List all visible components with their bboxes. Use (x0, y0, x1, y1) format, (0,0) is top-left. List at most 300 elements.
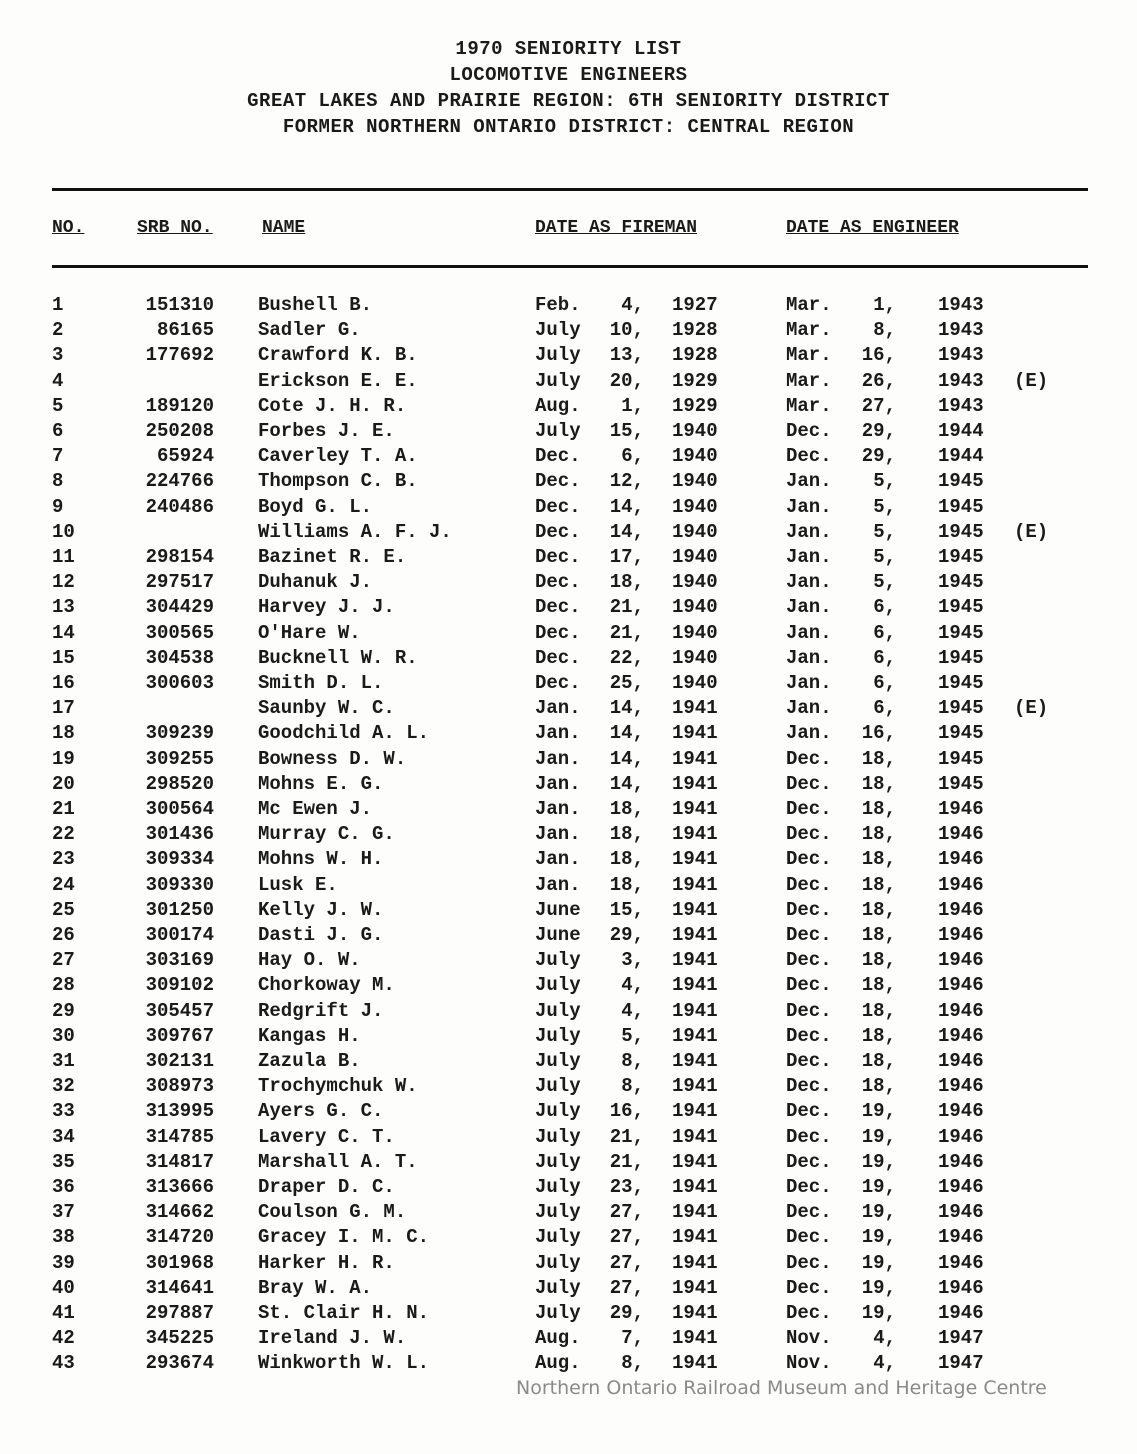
engineer-name: Lusk E. (258, 873, 338, 896)
srb-number: 314817 (145, 1150, 214, 1173)
table-row (0, 343, 1137, 368)
fireman-month: July (535, 1050, 581, 1072)
engineer-month: Dec. (786, 1276, 832, 1299)
fireman-day: 12, (609, 470, 644, 493)
engineer-name: Coulson G. M. (258, 1201, 407, 1224)
fireman-month: July (535, 1251, 581, 1274)
fireman-year: 1940 (672, 495, 718, 518)
fireman-year: 1941 (672, 999, 718, 1022)
col-header-engineer: DATE AS ENGINEER (786, 218, 959, 238)
engineer-month: Dec. (786, 1251, 832, 1274)
table-row (0, 318, 1137, 343)
engineer-year: 1945 (938, 672, 984, 694)
engineer-month: Dec. (786, 848, 832, 871)
table-row (0, 495, 1137, 520)
fireman-year: 1929 (672, 369, 718, 392)
srb-number: 309255 (145, 747, 214, 770)
seniority-number: 27 (52, 949, 75, 972)
fireman-day: 8, (621, 1075, 644, 1098)
table-row (0, 1150, 1137, 1175)
srb-number: 300603 (145, 672, 214, 694)
engineer-month: Dec. (786, 1075, 832, 1098)
seniority-number: 14 (52, 621, 75, 644)
fireman-month: Dec. (535, 495, 581, 518)
engineer-name: Redgrift J. (258, 999, 384, 1022)
fireman-month: July (535, 420, 581, 442)
seniority-number: 6 (52, 420, 64, 442)
srb-number: 250208 (145, 420, 214, 442)
engineer-year: 1945 (938, 571, 984, 594)
fireman-day: 18, (609, 798, 644, 820)
fireman-day: 27, (609, 1226, 644, 1249)
engineer-name: Caverley T. A. (258, 445, 418, 468)
engineer-day: 19, (861, 1150, 896, 1173)
fireman-month: Dec. (535, 470, 581, 493)
engineer-name: Mc Ewen J. (258, 798, 373, 820)
engineer-year: 1946 (938, 798, 984, 820)
fireman-month: July (535, 949, 581, 972)
seniority-number: 24 (52, 873, 75, 896)
doc-district: FORMER NORTHERN ONTARIO DISTRICT: CENTRAL REGION (282, 116, 855, 138)
fireman-year: 1941 (672, 974, 718, 997)
fireman-month: July (535, 1125, 581, 1148)
fireman-year: 1940 (672, 420, 718, 442)
seniority-number: 26 (52, 924, 75, 946)
table-row (0, 646, 1137, 671)
fireman-day: 21, (609, 1150, 644, 1173)
fireman-year: 1941 (672, 722, 718, 745)
engineer-year: 1946 (938, 898, 984, 921)
engineer-name: Dasti J. G. (258, 924, 384, 946)
engineer-month: Dec. (786, 999, 832, 1022)
fireman-month: July (535, 1024, 581, 1047)
fireman-year: 1941 (672, 697, 718, 720)
fireman-month: Jan. (535, 873, 581, 896)
srb-number: 309239 (145, 722, 214, 745)
table-row (0, 747, 1137, 772)
table-row (0, 948, 1137, 973)
seniority-number: 15 (52, 646, 75, 669)
fireman-month: July (535, 1176, 581, 1198)
engineer-day: 6, (873, 697, 896, 720)
seniority-number: 22 (52, 823, 75, 846)
seniority-number: 38 (52, 1226, 75, 1249)
engineer-year: 1946 (938, 873, 984, 896)
table-row (0, 847, 1137, 872)
fireman-day: 4, (621, 294, 644, 316)
fireman-day: 16, (609, 1100, 644, 1123)
engineer-name: Duhanuk J. (258, 571, 373, 594)
fireman-day: 5, (621, 1024, 644, 1047)
col-header-name: NAME (262, 218, 306, 238)
engineer-year: 1945 (938, 697, 984, 720)
fireman-year: 1940 (672, 520, 718, 543)
fireman-year: 1941 (672, 1176, 718, 1198)
engineer-day: 4, (873, 1352, 896, 1375)
table-row (0, 1301, 1137, 1326)
table-row (0, 1276, 1137, 1301)
fireman-year: 1940 (672, 571, 718, 594)
engineer-year: 1944 (938, 445, 984, 468)
srb-number: 293674 (145, 1352, 214, 1375)
engineer-day: 19, (861, 1251, 896, 1274)
engineer-name: Draper D. C. (258, 1176, 395, 1198)
fireman-year: 1941 (672, 1024, 718, 1047)
seniority-number: 20 (52, 772, 75, 795)
seniority-number: 10 (52, 520, 75, 543)
fireman-day: 3, (621, 949, 644, 972)
engineer-name: Kangas H. (258, 1024, 361, 1047)
fireman-year: 1941 (672, 1100, 718, 1123)
engineer-year: 1944 (938, 420, 984, 442)
table-row (0, 394, 1137, 419)
doc-subtitle: LOCOMOTIVE ENGINEERS (449, 64, 688, 86)
srb-number: 300565 (145, 621, 214, 644)
engineer-day: 5, (873, 571, 896, 594)
table-row (0, 1200, 1137, 1225)
engineer-year: 1946 (938, 949, 984, 972)
engineer-day: 4, (873, 1327, 896, 1350)
engineer-year: 1945 (938, 596, 984, 619)
engineer-name: Bucknell W. R. (258, 646, 418, 669)
srb-number: 300174 (145, 924, 214, 946)
fireman-month: July (535, 1302, 581, 1324)
engineer-name: Sadler G. (258, 319, 361, 342)
table-row (0, 696, 1137, 721)
engineer-day: 18, (861, 772, 896, 795)
fireman-year: 1941 (672, 1150, 718, 1173)
fireman-year: 1941 (672, 848, 718, 871)
doc-title: 1970 SENIORITY LIST (455, 38, 682, 60)
engineer-day: 18, (861, 898, 896, 921)
engineer-day: 29, (861, 445, 896, 468)
engineer-year: 1947 (938, 1327, 984, 1350)
engineer-name: Marshall A. T. (258, 1150, 418, 1173)
srb-number: 86165 (156, 319, 214, 342)
fireman-day: 14, (609, 520, 644, 543)
srb-number: 301250 (145, 898, 214, 921)
fireman-year: 1941 (672, 1276, 718, 1299)
fireman-month: Dec. (535, 546, 581, 568)
engineer-name: Zazula B. (258, 1050, 361, 1072)
fireman-month: Dec. (535, 445, 581, 468)
srb-number: 300564 (145, 798, 214, 820)
fireman-month: Jan. (535, 823, 581, 846)
engineer-name: Bowness D. W. (258, 747, 407, 770)
seniority-number: 37 (52, 1201, 75, 1224)
table-row (0, 595, 1137, 620)
fireman-year: 1941 (672, 823, 718, 846)
fireman-year: 1928 (672, 319, 718, 342)
srb-number: 314641 (145, 1276, 214, 1299)
fireman-year: 1941 (672, 898, 718, 921)
fireman-year: 1941 (672, 1226, 718, 1249)
srb-number: 309767 (145, 1024, 214, 1047)
engineer-month: Dec. (786, 772, 832, 795)
engineer-year: 1946 (938, 1125, 984, 1148)
engineer-year: 1946 (938, 1024, 984, 1047)
seniority-number: 16 (52, 672, 75, 694)
engineer-name: Gracey I. M. C. (258, 1226, 430, 1249)
engineer-day: 18, (861, 823, 896, 846)
seniority-number: 21 (52, 798, 75, 820)
engineer-name: Ireland J. W. (258, 1327, 407, 1350)
fireman-day: 29, (609, 924, 644, 946)
engineer-year: 1943 (938, 394, 984, 417)
seniority-number: 13 (52, 596, 75, 619)
engineer-day: 6, (873, 596, 896, 619)
fireman-day: 4, (621, 999, 644, 1022)
srb-number: 309334 (145, 848, 214, 871)
seniority-number: 41 (52, 1302, 75, 1324)
table-row (0, 873, 1137, 898)
table-row (0, 293, 1137, 318)
table-row (0, 469, 1137, 494)
fireman-day: 18, (609, 571, 644, 594)
engineer-year: 1943 (938, 294, 984, 316)
engineer-month: Jan. (786, 596, 832, 619)
seniority-number: 35 (52, 1150, 75, 1173)
engineer-month: Dec. (786, 898, 832, 921)
engineer-year: 1946 (938, 1276, 984, 1299)
table-row (0, 1049, 1137, 1074)
fireman-month: July (535, 319, 581, 342)
fireman-month: July (535, 1100, 581, 1123)
engineer-day: 1, (873, 294, 896, 316)
table-row (0, 1251, 1137, 1276)
srb-number: 297517 (145, 571, 214, 594)
engineer-day: 5, (873, 495, 896, 518)
seniority-number: 33 (52, 1100, 75, 1123)
engineer-day: 26, (861, 369, 896, 392)
engineer-month: Dec. (786, 1125, 832, 1148)
fireman-day: 27, (609, 1251, 644, 1274)
engineer-year: 1946 (938, 924, 984, 946)
engineer-name: Murray C. G. (258, 823, 395, 846)
fireman-day: 18, (609, 873, 644, 896)
engineer-day: 19, (861, 1201, 896, 1224)
engineer-name: Harvey J. J. (258, 596, 395, 619)
engineer-name: Bazinet R. E. (258, 546, 407, 568)
fireman-day: 25, (609, 672, 644, 694)
srb-number: 313995 (145, 1100, 214, 1123)
table-row (0, 1125, 1137, 1150)
engineer-year: 1945 (938, 646, 984, 669)
table-row (0, 973, 1137, 998)
fireman-year: 1941 (672, 747, 718, 770)
seniority-number: 12 (52, 571, 75, 594)
table-row (0, 1351, 1137, 1376)
engineer-name: Kelly J. W. (258, 898, 384, 921)
engineer-year: 1946 (938, 1302, 984, 1324)
engineer-name: Chorkoway M. (258, 974, 395, 997)
table-row (0, 1326, 1137, 1351)
fireman-month: Dec. (535, 672, 581, 694)
engineer-month: Jan. (786, 571, 832, 594)
fireman-year: 1940 (672, 445, 718, 468)
engineer-name: Harker H. R. (258, 1251, 395, 1274)
engineer-name: Crawford K. B. (258, 344, 418, 367)
fireman-month: July (535, 344, 581, 367)
engineer-day: 18, (861, 924, 896, 946)
engineer-name: Hay O. W. (258, 949, 361, 972)
engineer-name: Forbes J. E. (258, 420, 395, 442)
table-row (0, 545, 1137, 570)
fireman-day: 10, (609, 319, 644, 342)
engineer-month: Dec. (786, 924, 832, 946)
fireman-year: 1941 (672, 1327, 718, 1350)
seniority-number: 11 (52, 546, 75, 568)
engineer-name: Lavery C. T. (258, 1125, 395, 1148)
fireman-year: 1941 (672, 1352, 718, 1375)
table-row (0, 999, 1137, 1024)
fireman-year: 1927 (672, 294, 718, 316)
engineer-month: Dec. (786, 974, 832, 997)
fireman-day: 17, (609, 546, 644, 568)
fireman-year: 1941 (672, 772, 718, 795)
fireman-year: 1940 (672, 672, 718, 694)
engineer-month: Jan. (786, 520, 832, 543)
seniority-number: 34 (52, 1125, 75, 1148)
engineer-month: Dec. (786, 1226, 832, 1249)
engineer-day: 18, (861, 747, 896, 770)
engineer-day: 18, (861, 999, 896, 1022)
engineer-day: 18, (861, 798, 896, 820)
fireman-month: July (535, 369, 581, 392)
engineer-year: 1945 (938, 546, 984, 568)
srb-number: 65924 (156, 445, 214, 468)
engineer-year: 1946 (938, 848, 984, 871)
fireman-year: 1941 (672, 949, 718, 972)
seniority-number: 42 (52, 1327, 75, 1350)
engineer-year: 1946 (938, 1150, 984, 1173)
engineer-month: Dec. (786, 949, 832, 972)
engineer-month: Dec. (786, 1201, 832, 1224)
engineer-month: Jan. (786, 646, 832, 669)
fireman-month: Jan. (535, 798, 581, 820)
srb-number: 345225 (145, 1327, 214, 1350)
top-rule (52, 188, 1088, 191)
engineer-month: Dec. (786, 1150, 832, 1173)
srb-number: 309330 (145, 873, 214, 896)
engineer-name: Cote J. H. R. (258, 394, 407, 417)
fireman-day: 6, (621, 445, 644, 468)
engineer-year: 1946 (938, 1050, 984, 1072)
fireman-day: 14, (609, 495, 644, 518)
engineer-month: Nov. (786, 1352, 832, 1375)
engineer-day: 19, (861, 1302, 896, 1324)
fireman-year: 1940 (672, 470, 718, 493)
fireman-year: 1941 (672, 1125, 718, 1148)
fireman-year: 1940 (672, 596, 718, 619)
fireman-month: Aug. (535, 1327, 581, 1350)
srb-number: 314662 (145, 1201, 214, 1224)
engineer-day: 5, (873, 520, 896, 543)
engineer-year: 1946 (938, 1251, 984, 1274)
header-rule (52, 265, 1088, 268)
engineer-day: 18, (861, 949, 896, 972)
engineer-day: 6, (873, 646, 896, 669)
engineer-year: 1946 (938, 1226, 984, 1249)
col-header-no: NO. (52, 218, 85, 238)
table-row (0, 570, 1137, 595)
engineer-name: Bushell B. (258, 294, 373, 316)
table-row (0, 721, 1137, 746)
seniority-number: 32 (52, 1075, 75, 1098)
engineer-month: Dec. (786, 1176, 832, 1198)
fireman-month: Aug. (535, 394, 581, 417)
watermark: Northern Ontario Railroad Museum and Heritage Centre (516, 1377, 1047, 1399)
table-row (0, 797, 1137, 822)
engineer-month: Dec. (786, 1302, 832, 1324)
fireman-month: Feb. (535, 294, 581, 316)
engineer-year: 1945 (938, 747, 984, 770)
exception-note: (E) (1014, 369, 1049, 392)
seniority-number: 17 (52, 697, 75, 720)
srb-number: 297887 (145, 1302, 214, 1324)
engineer-month: Mar. (786, 294, 832, 316)
fireman-day: 1, (621, 394, 644, 417)
doc-region: GREAT LAKES AND PRAIRIE REGION: 6TH SENIORITY DISTRICT (247, 90, 890, 112)
fireman-year: 1928 (672, 344, 718, 367)
table-row (0, 1175, 1137, 1200)
fireman-year: 1940 (672, 646, 718, 669)
engineer-name: Bray W. A. (258, 1276, 373, 1299)
engineer-day: 8, (873, 319, 896, 342)
fireman-day: 21, (609, 596, 644, 619)
seniority-number: 25 (52, 898, 75, 921)
engineer-name: Erickson E. E. (258, 369, 418, 392)
engineer-name: Saunby W. C. (258, 697, 395, 720)
col-header-srb: SRB NO. (137, 218, 213, 238)
fireman-month: Dec. (535, 621, 581, 644)
srb-number: 314785 (145, 1125, 214, 1148)
fireman-month: June (535, 924, 581, 946)
fireman-month: Dec. (535, 646, 581, 669)
table-row (0, 822, 1137, 847)
seniority-number: 1 (52, 294, 64, 316)
seniority-number: 43 (52, 1352, 75, 1375)
col-header-fireman: DATE AS FIREMAN (535, 218, 698, 238)
fireman-month: July (535, 1150, 581, 1173)
fireman-day: 4, (621, 974, 644, 997)
engineer-month: Dec. (786, 747, 832, 770)
fireman-month: July (535, 1201, 581, 1224)
fireman-year: 1941 (672, 1302, 718, 1324)
fireman-month: Jan. (535, 747, 581, 770)
fireman-day: 14, (609, 772, 644, 795)
engineer-day: 29, (861, 420, 896, 442)
engineer-year: 1946 (938, 1075, 984, 1098)
engineer-name: O'Hare W. (258, 621, 361, 644)
fireman-day: 14, (609, 722, 644, 745)
srb-number: 309102 (145, 974, 214, 997)
engineer-year: 1945 (938, 495, 984, 518)
fireman-day: 23, (609, 1176, 644, 1198)
engineer-year: 1946 (938, 1201, 984, 1224)
engineer-name: Thompson C. B. (258, 470, 418, 493)
engineer-day: 18, (861, 1050, 896, 1072)
engineer-year: 1943 (938, 369, 984, 392)
fireman-month: Dec. (535, 520, 581, 543)
srb-number: 301968 (145, 1251, 214, 1274)
fireman-day: 21, (609, 621, 644, 644)
engineer-day: 16, (861, 344, 896, 367)
table-row (0, 671, 1137, 696)
engineer-day: 27, (861, 394, 896, 417)
table-row (0, 923, 1137, 948)
srb-number: 224766 (145, 470, 214, 493)
